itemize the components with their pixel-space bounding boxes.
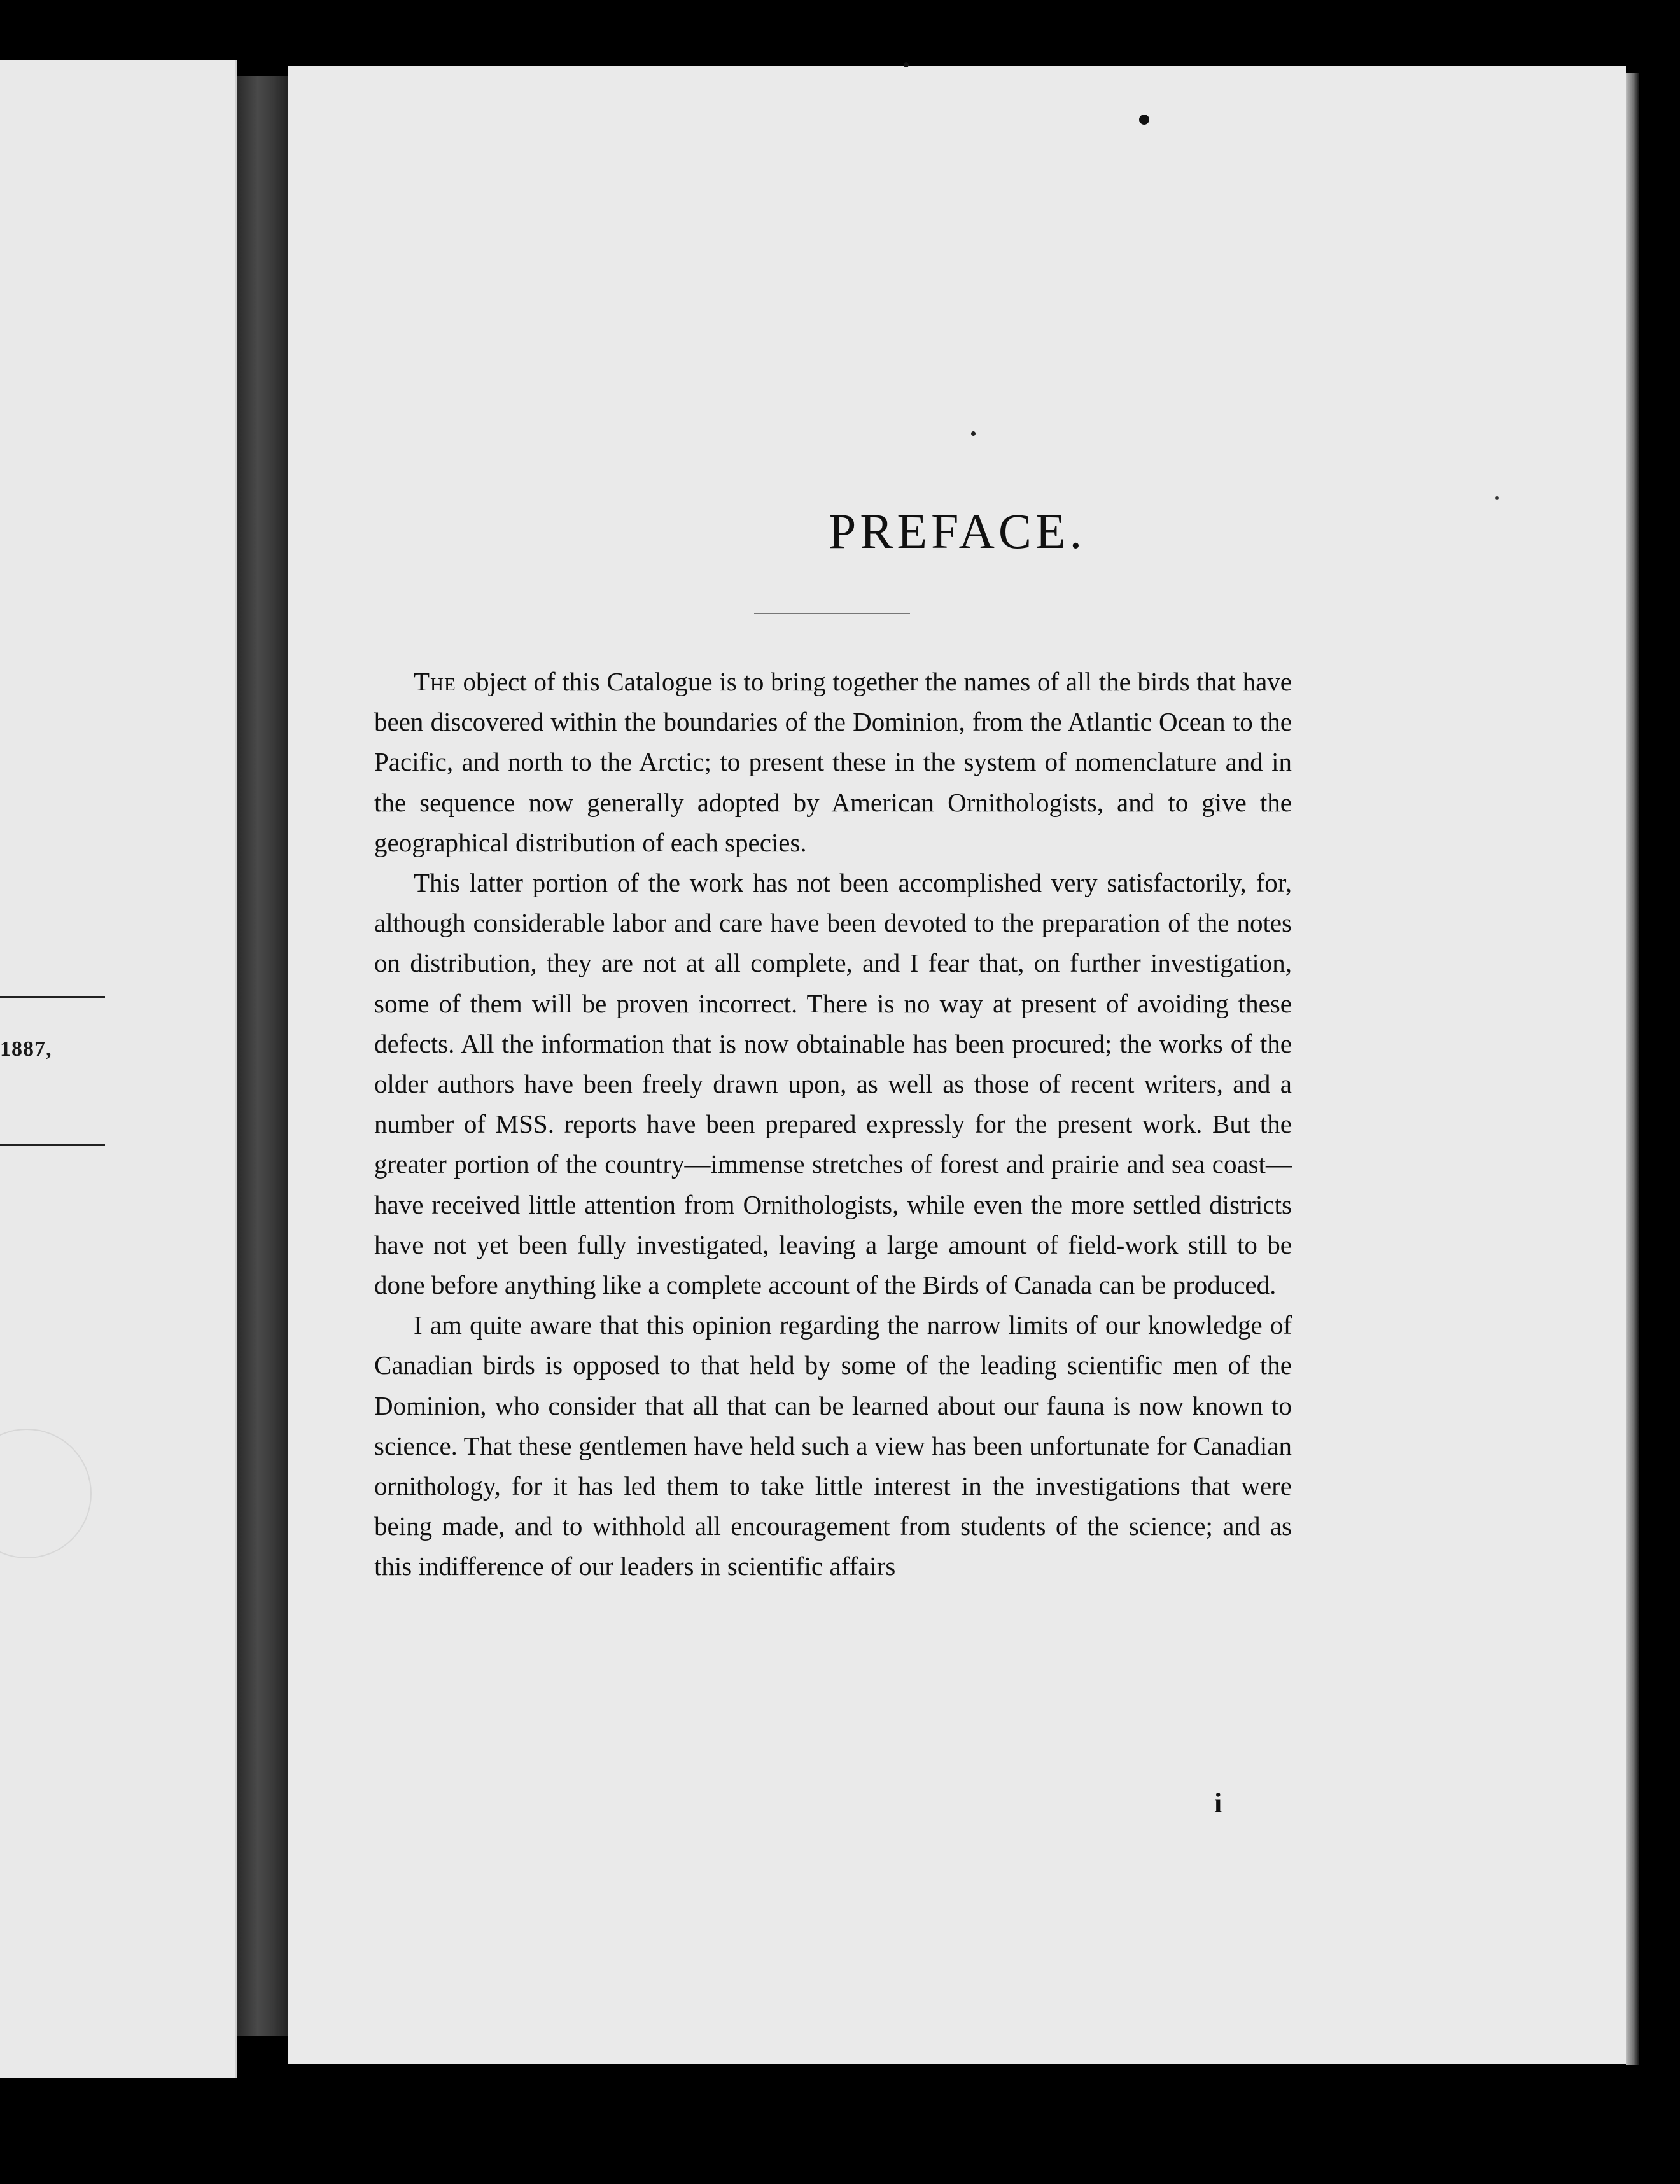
preface-body — [374, 662, 1292, 1587]
page-number: i — [1214, 1788, 1222, 1819]
left-page-rule-top — [0, 996, 105, 998]
ink-speck — [971, 431, 976, 436]
book-binding-gutter — [237, 76, 288, 2036]
paragraph-1-text: object of this Catalogue is to bring together the names of all the birds that have been discovered within the boundaries of the Dominion, from the Atlantic Ocean to the Pacific, and north to the Arctic; to present these in the system of nomenclature and in the sequence now generally adopted by American Ornithologists, and to give the geographical distribution of each species. — [374, 667, 1292, 857]
faint-stamp-mark — [0, 1429, 92, 1558]
paragraph-1 — [374, 662, 1292, 863]
paragraph-2: This latter portion of the work has not been accomplished very satisfactorily, for, although considerable labor and care have been devoted to the preparation of the notes on distribution, they are not at all complete, and I fear that, on further investigation, some of them will be proven incorrect. There is no way at present of avoiding these defects. All the information that is now obtainable has been procured; the works of the older authors have been freely drawn upon, as well as those of recent writers, and a number of MSS. reports have been prepared expressly for the present work. But the greater portion of the country—immense stretches of forest and prairie and sea coast—have received little attention from Ornithologists, while even the more settled districts have not yet been fully investigated, leaving a large amount of field-work still to be done before anything like a complete account of the Birds of Canada can be produced. — [374, 868, 1292, 1300]
title-divider-rule — [754, 613, 910, 614]
left-page-rule-bottom — [0, 1144, 105, 1146]
paragraph-1-opening-word: The — [414, 667, 456, 696]
paragraph-3: I am quite aware that this opinion regarding the narrow limits of our knowledge of Canadian birds is opposed to that held by some of the leading scientific men of the Dominion, who consider that all that can be learned about our fauna is now known to science. That these gentlemen have held such a view has been unfortunate for Canadian ornithology, for it has led them to take little interest in the investigations that were being made, and to withhold all encouragement from students of the science; and as this indifference of our leaders in scientific affairs — [374, 1310, 1292, 1581]
page-edge-shadow — [1626, 73, 1639, 2065]
left-page-year-fragment: 1887, — [0, 1037, 52, 1061]
page-title: PREFACE. — [828, 503, 1086, 559]
ink-speck — [904, 62, 909, 67]
ink-speck — [1495, 496, 1499, 500]
ink-speck — [1139, 115, 1149, 125]
facing-left-page — [0, 60, 237, 2078]
